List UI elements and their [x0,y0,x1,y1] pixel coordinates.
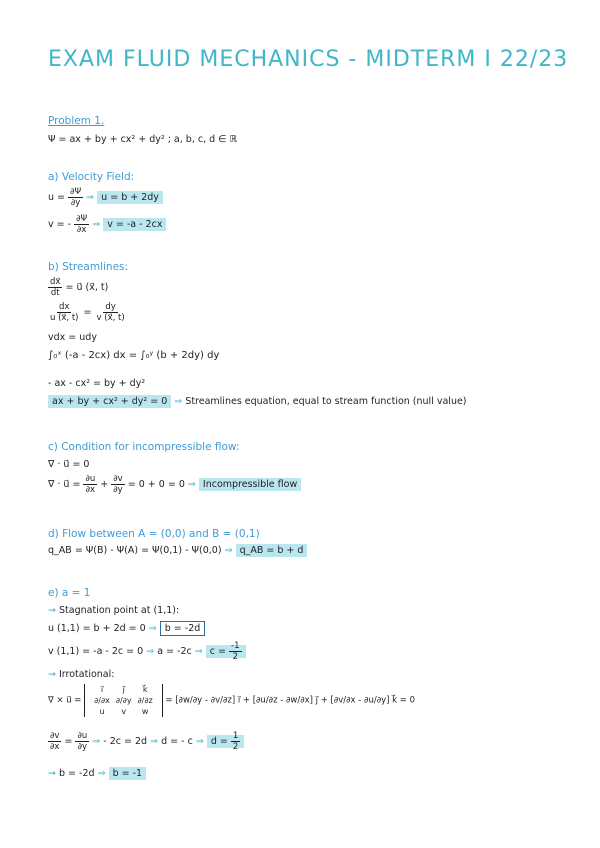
implies-arrow-icon: ⇒ [174,396,183,407]
dudy-num: ∂u [77,731,88,741]
streamline-separated: vdx = udy [48,332,97,343]
squiggle-arrow-icon: ⇝ [48,768,56,779]
flow-rate-calc: q_AB = Ψ(B) - Ψ(A) = Ψ(0,1) - Ψ(0,0) [48,545,222,556]
u-den: u (x⃗, t) [50,313,79,323]
matrix-cell: ∂/∂x [94,696,110,705]
divergence-calc [48,474,301,495]
matrix-cell: w [141,707,149,716]
d-den: 2 [232,742,239,752]
part-e-heading: e) a = 1 [48,587,91,599]
matrix-cell: j⃗ [122,685,125,694]
streamline-comment: Streamlines equation, equal to stream function (null value) [185,396,467,407]
matrix-cell: u [99,707,105,716]
dvdy-fraction [111,474,124,495]
u-den: ∂y [70,198,81,208]
a-relation: a = -2c [157,646,192,657]
implies-arrow-icon: ⇒ [92,736,101,747]
curl-equation [48,684,415,717]
d-result [207,731,244,752]
implies-arrow-icon: ⇒ [224,545,233,556]
equals-sign: = [83,307,92,318]
stagnation-text: Stagnation point at (1,1): [59,605,180,616]
streamline-integral: ∫₀ˣ (-a - 2cx) dx = ∫₀ʸ (b + 2dy) dy [48,350,220,361]
velocity-u-equation [48,187,163,208]
squiggle-arrow-icon: ⇝ [48,669,56,680]
final-relation: b = -2d [59,768,95,779]
curl-determinant [84,684,163,717]
streamline-equation-highlight: ax + by + cx² + dy² = 0 [48,395,171,408]
implies-arrow-icon: ⇒ [97,768,106,779]
dxdt-fraction [48,277,62,298]
implies-arrow-icon: ⇒ [187,479,196,490]
dxdt-num: dx⃗ [50,277,61,287]
incompressible-result: Incompressible flow [199,478,301,491]
equals-sign: = [64,736,73,747]
plus-sign: + [100,479,109,490]
dudx-den: ∂x [85,485,96,495]
problem-heading: Problem 1. [48,115,105,127]
stagnation-u-line [48,623,205,634]
dvdy-num: ∂v [113,474,123,484]
c-d-relation: - 2c = 2d [103,736,148,747]
implies-arrow-icon: ⇒ [195,736,204,747]
dvdx-fraction [48,731,61,752]
matrix-cell: i⃗ [100,685,104,694]
dx-over-u [48,302,81,323]
irrotational-text: Irrotational: [59,669,115,680]
v-den: ∂x [76,225,87,235]
velocity-v-equation [48,214,166,235]
part-a-heading: a) Velocity Field: [48,171,135,183]
irrotational-heading [48,669,114,680]
streamline-ode-rhs: = u⃗ (x⃗, t) [65,282,109,293]
matrix-cell: k⃗ [142,685,148,694]
dudx-num: ∂u [85,474,96,484]
u-result: u = b + 2dy [97,191,163,204]
dudy-den: ∂y [77,742,88,752]
b-result-box: b = -2d [160,621,206,636]
v-num: ∂Ψ [76,214,88,224]
v-fraction [74,214,89,235]
divergence-rhs: = 0 + 0 = 0 [127,479,185,490]
d-result-lhs: d = [210,736,228,747]
stagnation-u: u (1,1) = b + 2d = 0 [48,623,146,634]
dx-num: dx [59,302,70,312]
matrix-cell: v [121,707,127,716]
d-num: 1 [232,731,239,741]
implies-arrow-icon: ⇒ [86,192,95,203]
flow-rate-result: q_AB = b + d [236,544,308,557]
curl-lhs: ∇ × u⃗ = [48,695,82,706]
implies-arrow-icon: ⇒ [194,646,203,657]
v-result: v = -a - 2cx [103,218,166,231]
dudx-fraction [83,474,97,495]
d-relation: d = - c [161,736,193,747]
v-den: v (x⃗, t) [96,313,125,323]
d-result-fraction [231,731,240,752]
final-result: b = -1 [109,767,147,780]
dudy-fraction [75,731,89,752]
streamline-integrated: - ax - cx² = by + dy² [48,378,146,389]
implies-arrow-icon: ⇒ [92,219,101,230]
matrix-cell: ∂/∂y [115,696,132,705]
streamline-ode [48,277,108,298]
dvdx-den: ∂x [50,742,60,752]
dvdx-num: ∂v [50,731,60,741]
final-line [48,768,146,779]
stream-function-definition: Ψ = ax + by + cx² + dy² ; a, b, c, d ∈ ℝ [48,134,237,145]
matrix-cell: ∂/∂z [137,696,153,705]
u-num: ∂Ψ [70,187,82,197]
stagnation-v-line [48,641,246,662]
u-fraction [68,187,83,208]
u-lhs: u = [48,192,66,203]
flow-rate-line [48,545,307,556]
stagnation-v: v (1,1) = -a - 2c = 0 [48,646,144,657]
curl-rhs: = [∂w/∂y - ∂v/∂z] i⃗ + [∂u/∂z - ∂w/∂x] j⃗ + [∂v/∂x - ∂u/∂y] k⃗ = 0 [165,695,416,706]
c-den: 2 [232,652,238,662]
dxdt-den: dt [50,288,60,298]
part-d-heading: d) Flow between A = (0,0) and B = (0,1) [48,528,260,540]
streamline-ratio [48,302,127,323]
v-lhs: v = - [48,219,72,230]
dy-num: dy [105,302,116,312]
dvdy-den: ∂y [113,485,123,495]
implies-arrow-icon: ⇒ [150,736,159,747]
irrotational-condition [48,731,244,752]
c-num: -1 [231,641,240,651]
part-c-heading: c) Condition for incompressible flow: [48,441,240,453]
divergence-condition: ∇ · u⃗ = 0 [48,459,90,470]
part-b-heading: b) Streamlines: [48,261,129,273]
c-result-fraction [229,641,241,662]
c-result-lhs: c = [209,646,226,657]
stagnation-heading [48,605,179,616]
divergence-lhs: ∇ · u⃗ = [48,479,81,490]
c-result [206,641,246,662]
dy-over-v [95,302,127,323]
implies-arrow-icon: ⇒ [148,623,157,634]
squiggle-arrow-icon: ⇝ [48,605,56,616]
streamline-result [48,396,467,407]
implies-arrow-icon: ⇒ [146,646,155,657]
page-title: EXAM FLUID MECHANICS - MIDTERM I 22/23 [48,47,569,72]
